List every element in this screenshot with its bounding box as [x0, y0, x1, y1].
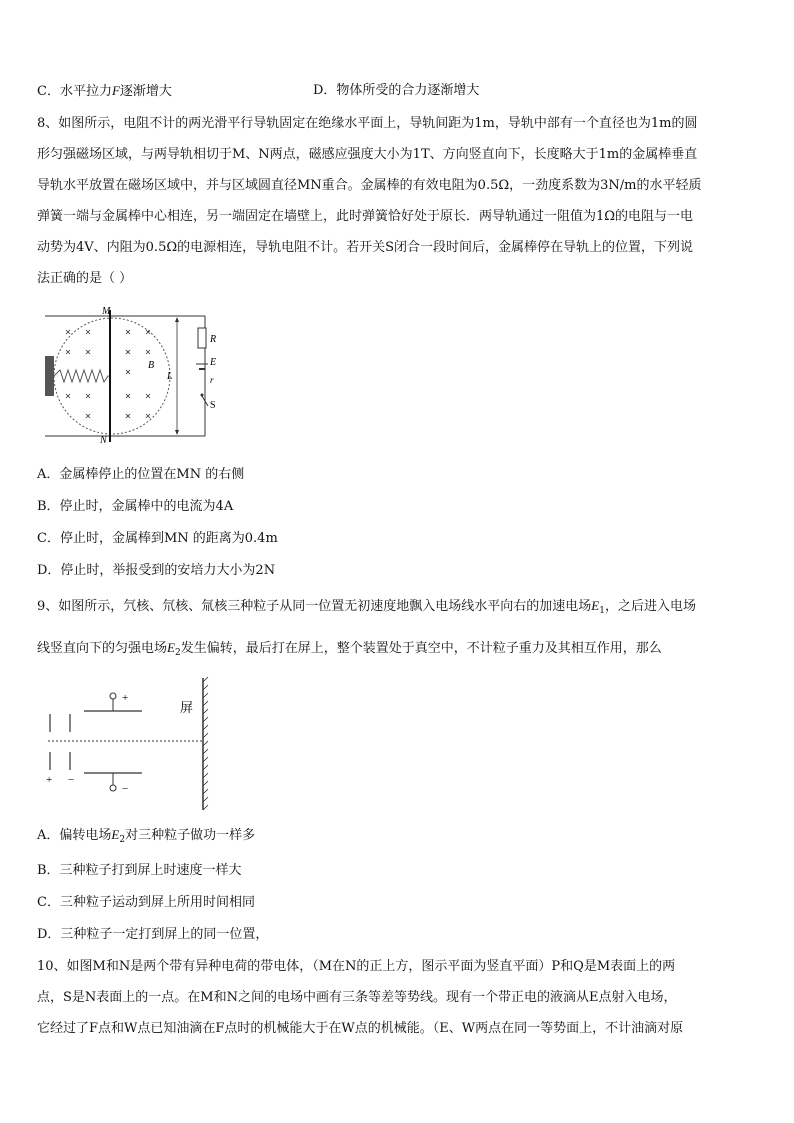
q9-stem-line-2: 线竖直向下的匀强电场$E_2$发生偏转，最后打在屏上，整个装置处于真空中，不计粒子重力及其相互作用，那么	[37, 640, 662, 658]
q8-option-c: C．停止时，金属棒到MN 的距离为0.4m	[37, 531, 278, 546]
q8-stem-line-4: 弹簧一端与金属棒中心相连，另一端固定在墙壁上，此时弹簧恰好处于原长．两导轨通过一阻值为1Ω的电阻与一电	[37, 209, 694, 224]
q9-field-figure	[40, 676, 220, 812]
q9-option-a: A．偏转电场$E_2$对三种粒子做功一样多	[37, 827, 256, 845]
label-screen: 屏	[180, 701, 194, 716]
q10-stem-line-3: 它经过了F点和W点已知油滴在F点时的机械能大于在W点的机械能。（E、W两点在同一等势面上，不计油滴对原	[37, 1021, 684, 1036]
q8-stem-line-3: 导轨水平放置在磁场区域中，并与区域圆直径MN重合。金属棒的有效电阻为0.5Ω，一劲度系数为3N/m的水平轻质	[37, 178, 702, 193]
q8-option-b: B．停止时，金属棒中的电流为4A	[37, 499, 234, 514]
q8-option-d: D．停止时，举报受到的安培力大小为2N	[37, 563, 276, 578]
label-R: R	[210, 334, 217, 345]
q8-stem-line-1: 8、如图所示，电阻不计的两光滑平行导轨固定在绝缘水平面上，导轨间距为1m，导轨中部有一个直径也为1m的圆	[37, 116, 698, 131]
q10-stem-line-2: 点，S是N表面上的一点。在M和N之间的电场中画有三条等差等势线。现有一个带正电的液滴从E点射入电场，	[37, 990, 677, 1005]
q8-stem-line-6: 法正确的是（ ）	[37, 271, 133, 286]
label-r: r	[210, 375, 214, 385]
label-plus-left: +	[46, 774, 53, 786]
label-L: L	[167, 371, 173, 382]
label-M: M	[102, 306, 111, 317]
label-minus-bottom: −	[122, 783, 129, 795]
label-B: B	[148, 360, 155, 371]
label-minus-left: −	[68, 774, 75, 786]
label-N: N	[100, 435, 107, 444]
q7-option-c: C．水平拉力F逐渐增大	[37, 83, 172, 99]
q7-option-d: D．物体所受的合力逐渐增大	[313, 83, 480, 98]
q8-option-a: A．金属棒停止的位置在MN 的右侧	[37, 467, 245, 482]
q9-option-d: D．三种粒子一定打到屏上的同一位置，	[37, 927, 269, 942]
q9-option-b: B．三种粒子打到屏上时速度一样大	[37, 863, 242, 878]
q8-circuit-figure	[40, 304, 230, 444]
q9-stem-line-1: 9、如图所示，氕核、氘核、氚核三种粒子从同一位置无初速度地飘入电场线水平向右的加速电场$E_1$，之后进入电场	[37, 598, 696, 616]
q8-stem-line-2: 形匀强磁场区域，与两导轨相切于M、N两点，磁感应强度大小为1T、方向竖直向下，长度略大于1m的金属棒垂直	[37, 147, 698, 162]
q8-stem-line-5: 动势为4V、内阻为0.5Ω的电源相连，导轨电阻不计。若开关S闭合一段时间后，金属棒停在导轨上的位置，下列说	[37, 240, 694, 255]
q9-option-c: C．三种粒子运动到屏上所用时间相同	[37, 895, 255, 910]
label-S: S	[210, 400, 216, 411]
label-plus-top: +	[122, 692, 129, 704]
q10-stem-line-1: 10、如图M和N是两个带有异种电荷的带电体，（M在N的正上方，图示平面为竖直平面）P和Q是M表面上的两	[37, 959, 676, 974]
label-E: E	[210, 357, 217, 368]
